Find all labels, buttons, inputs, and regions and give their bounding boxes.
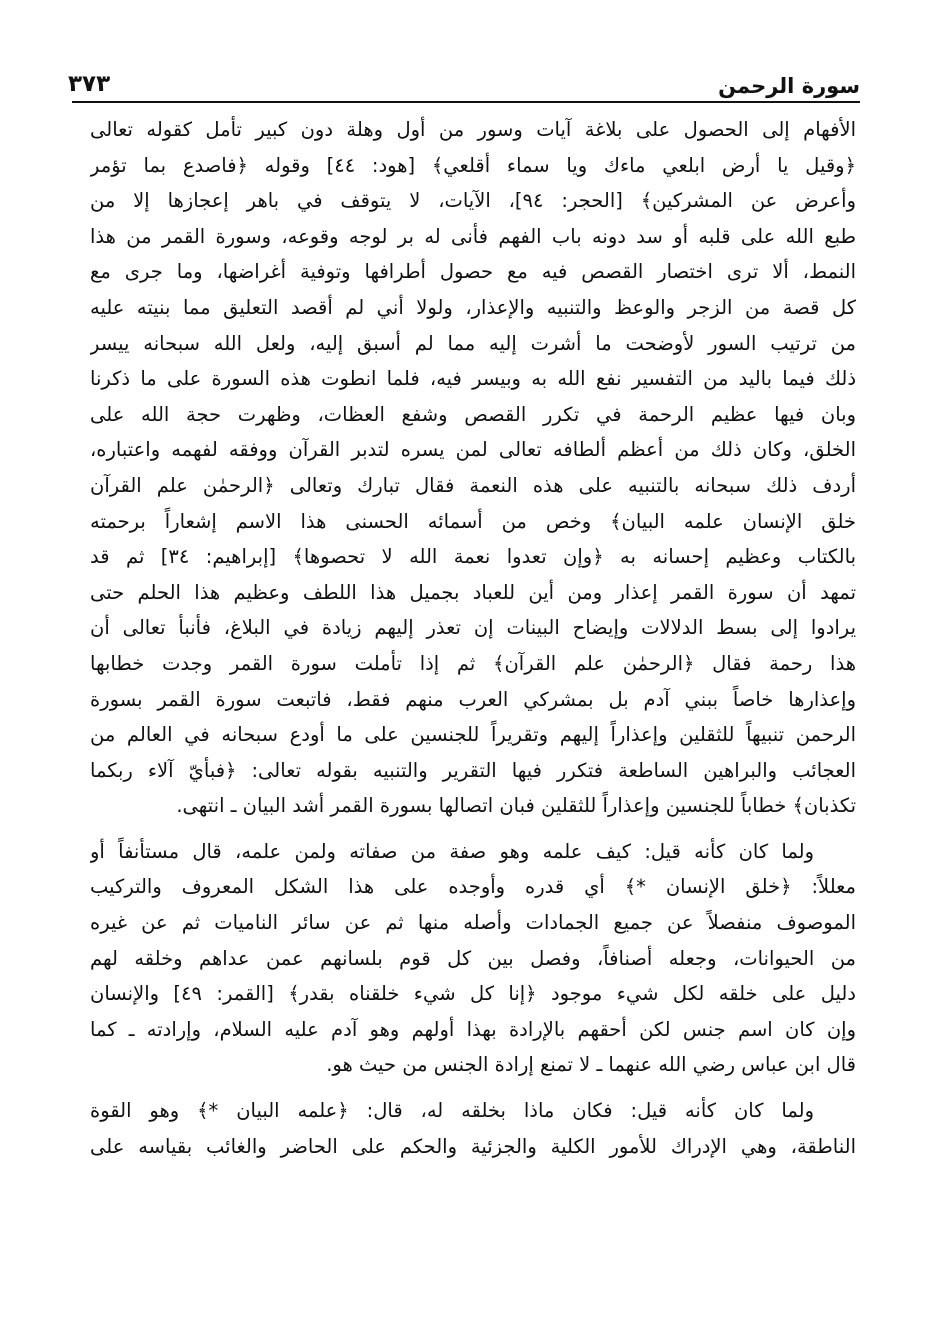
text-line: من الحيوانات، وجعله أصنافاً، وفصل بين كل قوم بلسانهم عمن عداهم وخلقه لهم bbox=[90, 946, 856, 970]
text-line: أردف ذلك سبحانه بالتنبيه على هذه النعمة فقال تبارك وتعالى ﴿الرحمٰن علم القرآن bbox=[90, 473, 856, 497]
paragraph-1 bbox=[90, 112, 856, 824]
text-line: خلق الإنسان علمه البيان﴾ وخص من أسمائه الحسنى هذا الاسم إشعاراً برحمته bbox=[90, 509, 856, 533]
text-line: يرادوا إلى بسط الدلالات وإيضاح البينات إن تعذر إليهم زيادة في البلاغ، فأنبأ تعالى أن bbox=[90, 616, 856, 640]
text-line: وإعذارها خاصاً ببني آدم بل بمشركي العرب منهم فقط، فاتبعت سورة القمر بسورة bbox=[90, 687, 856, 711]
text-line: تمهد أن سورة القمر إعذار ومن أين للعباد بجميل هذا اللطف وعظيم هذا الحلم حتى bbox=[90, 580, 856, 604]
text-line: وأعرض عن المشركين﴾ [الحجر: ٩٤]، الآيات، لا يتوقف في باهر إعجازها إلا من bbox=[90, 189, 856, 213]
text-line: الأفهام إلى الحصول على بلاغة آيات وسور من أول وهلة دون كبير تأمل كقوله تعالى bbox=[90, 118, 856, 141]
text-line: تكذبان﴾ خطاباً للجنسين وإعذاراً للثقلين فبان اتصالها بسورة القمر أشد البيان ـ انتهى. bbox=[176, 794, 856, 818]
text-line: العجائب والبراهين الساطعة فتكرر فيها التقرير والتنبيه بقوله تعالى: ﴿فبأيّ آلاء ربكما bbox=[90, 758, 856, 782]
text-line: النمط، ألا ترى اختصار القصص فيه مع حصول أطرافها وتوفية أغراضها، وما جرى مع bbox=[90, 260, 856, 284]
text-line: كل قصة من الزجر والوعظ والتنبيه والإعذار، ولولا أني لم أقصد التعليق مما بنيته عليه bbox=[90, 295, 856, 319]
header-divider bbox=[72, 101, 860, 103]
text-line: قال ابن عباس رضي الله عنهما ـ لا تمنع إرادة الجنس من حيث هو. bbox=[326, 1053, 856, 1077]
text-line: ولما كان كأنه قيل: فكان ماذا بخلقه له، قال: ﴿علمه البيان *﴾ وهو القوة bbox=[90, 1099, 814, 1123]
paragraph-2 bbox=[90, 834, 856, 1083]
text-line: الرحمن تنبيهاً للثقلين وإعذاراً إليهم وتقريراً للجنسين على ما أودع سبحانه في العالم من bbox=[90, 723, 856, 747]
text-line: ذلك فيما باليد من التفسير نفع الله به وبيسر فيه، فلما انطوت هذه السورة على ما ذكرنا bbox=[90, 367, 856, 391]
text-line: الخلق، وكان ذلك من أعظم ألطافه تعالى لمن يسره لتدبر القرآن ووفقه لفهمه واعتباره، bbox=[90, 438, 856, 462]
running-title: سورة الرحمن bbox=[718, 74, 860, 98]
text-line: طبع الله على قلبه أو سد دونه باب الفهم فأنى له بر لوجه وقوعه، وسورة القمر من هذا bbox=[90, 224, 856, 248]
text-line: وبان فيها عظيم الرحمة في تكرر القصص وشفع العظات، وظهرت حجة الله على bbox=[90, 402, 856, 426]
text-line: الموصوف منفصلاً عن جميع الجمادات وأصله منها ثم عن سائر الناميات ثم عن غيره bbox=[90, 911, 856, 935]
body-text bbox=[90, 112, 856, 1164]
text-line: بالكتاب وعظيم إحسانه به ﴿وإن تعدوا نعمة الله لا تحصوها﴾ [إبراهيم: ٣٤] ثم قد bbox=[90, 545, 856, 569]
page-header bbox=[68, 68, 860, 102]
text-line: هذا رحمة فقال ﴿الرحمٰن علم القرآن﴾ ثم إذا تأملت سورة القمر وجدت خطابها bbox=[90, 651, 856, 675]
text-line: ﴿وقيل يا أرض ابلعي ماءك ويا سماء أقلعي﴾ [هود: ٤٤] وقوله ﴿فاصدع بما تؤمر bbox=[90, 153, 856, 177]
text-line: الناطقة، وهي الإدراك للأمور الكلية والجزئية والحكم على الحاضر والغائب بقياسه على bbox=[90, 1134, 856, 1158]
text-line: من ترتيب السور لأوضحت ما أشرت إليه مما لم أسبق إليه، ولعل الله سبحانه ييسر bbox=[90, 331, 856, 355]
page-number: ٣٧٣ bbox=[68, 71, 111, 97]
text-line: دليل على خلقه لكل شيء موجود ﴿إنا كل شيء خلقناه بقدر﴾ [القمر: ٤٩] والإنسان bbox=[90, 982, 856, 1006]
text-line: معللاً: ﴿خلق الإنسان *﴾ أي قدره وأوجده على هذا الشكل المعروف والتركيب bbox=[90, 875, 856, 899]
text-line: وإن كان اسم جنس لكن أحقهم بالإرادة بهذا أولهم وهو آدم عليه السلام، وإرادته ـ كما bbox=[90, 1017, 856, 1041]
text-line: ولما كان كأنه قيل: كيف علمه وهو صفة من صفاته ولمن علمه، قال مستأنفاً أو bbox=[90, 839, 814, 863]
paragraph-3 bbox=[90, 1093, 856, 1164]
